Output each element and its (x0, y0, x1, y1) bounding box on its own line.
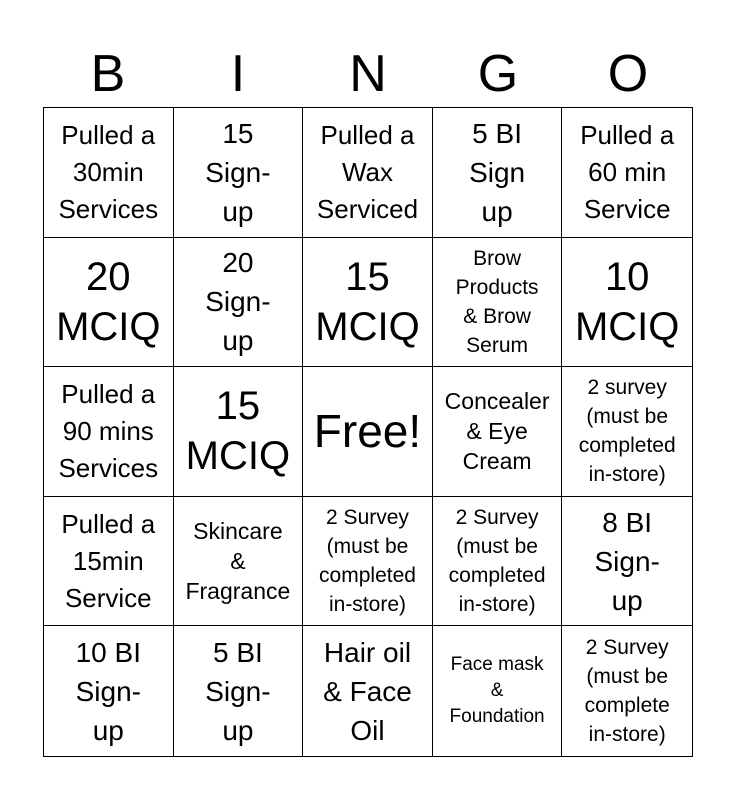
bingo-cell-g3[interactable] (433, 367, 563, 497)
cell-text: Face mask & Foundation (449, 654, 545, 728)
bingo-cell-n1[interactable] (303, 108, 433, 238)
bingo-cell-i2[interactable] (174, 238, 304, 368)
cell-text: Pulled a Wax Serviced (316, 119, 419, 224)
cell-text: Pulled a 60 min Service (580, 119, 675, 224)
bingo-cell-b4[interactable] (44, 497, 174, 627)
bingo-cell-b1[interactable] (44, 108, 174, 238)
cell-text: 15 Sign- up (205, 117, 271, 227)
bingo-cell-o2[interactable] (562, 238, 692, 368)
bingo-cell-g5[interactable] (433, 626, 563, 756)
bingo-cell-o4[interactable] (562, 497, 692, 627)
cell-text: 15 MCIQ (315, 254, 420, 349)
bingo-header (43, 42, 693, 106)
header-letter-b: B (90, 45, 126, 103)
cell-text: 15 MCIQ (185, 384, 291, 479)
header-letter-i: I (230, 45, 246, 103)
bingo-cell-g1[interactable] (433, 108, 563, 238)
bingo-cell-b2[interactable] (44, 238, 174, 368)
cell-text: Brow Products & Brow Serum (455, 246, 539, 357)
bingo-cell-i3[interactable] (174, 367, 304, 497)
cell-text: 20 Sign- up (205, 247, 271, 357)
cell-text: 10 BI Sign- up (75, 636, 141, 746)
bingo-cell-b5[interactable] (44, 626, 174, 756)
bingo-cell-g4[interactable] (433, 497, 563, 627)
bingo-cell-n2[interactable] (303, 238, 433, 368)
header-letter-o: O (607, 45, 649, 103)
cell-text: 2 Survey (must be completed in-store) (448, 506, 546, 617)
cell-text: 5 BI Sign- up (205, 636, 271, 746)
cell-text: 10 MCIQ (574, 254, 680, 349)
cell-text: Pulled a 90 mins Services (58, 378, 159, 483)
cell-text: 8 BI Sign- up (594, 506, 660, 616)
cell-text: 20 MCIQ (56, 254, 161, 349)
bingo-cell-free[interactable] (303, 367, 433, 497)
bingo-board (43, 107, 693, 757)
cell-text: Concealer & Eye Cream (444, 388, 550, 475)
header-letter-n: N (349, 45, 387, 103)
cell-text: 2 Survey (must be complete in-store) (584, 636, 670, 747)
bingo-cell-o3[interactable] (562, 367, 692, 497)
bingo-cell-o1[interactable] (562, 108, 692, 238)
cell-text: Hair oil & Face Oil (323, 636, 412, 746)
bingo-cell-i4[interactable] (174, 497, 304, 627)
cell-text: Skincare & Fragrance (185, 518, 291, 605)
bingo-cell-i1[interactable] (174, 108, 304, 238)
cell-text: Pulled a 30min Services (58, 119, 159, 224)
bingo-cell-i5[interactable] (174, 626, 304, 756)
cell-text: Free! (313, 405, 422, 458)
cell-text: 5 BI Sign up (469, 117, 526, 227)
bingo-cell-n4[interactable] (303, 497, 433, 627)
bingo-cell-b3[interactable] (44, 367, 174, 497)
bingo-cell-g2[interactable] (433, 238, 563, 368)
bingo-cell-o5[interactable] (562, 626, 692, 756)
cell-text: 2 survey (must be completed in-store) (578, 376, 676, 487)
header-letter-g: G (477, 45, 519, 103)
cell-text: 2 Survey (must be completed in-store) (319, 506, 416, 617)
bingo-cell-n5[interactable] (303, 626, 433, 756)
cell-text: Pulled a 15min Service (61, 508, 156, 613)
